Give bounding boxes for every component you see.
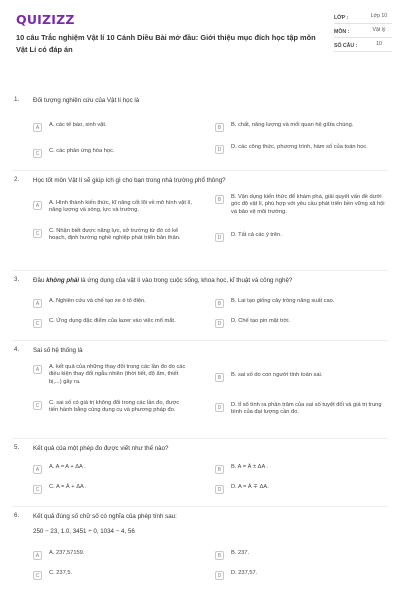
option-letter: A xyxy=(33,551,42,560)
divider xyxy=(12,340,388,341)
question-text: Sai số hệ thống là xyxy=(33,347,83,354)
question-text: Kết quả của một phép đo được viết như thế nào? xyxy=(33,445,169,452)
meta-label: MÔN : xyxy=(334,29,350,35)
question-text-emphasis: không phải xyxy=(46,277,80,284)
option-text: B. sai số do con người tính toán sai. xyxy=(231,372,323,378)
meta-value: Lớp 10 xyxy=(370,13,388,19)
option-text: A. 237,57159. xyxy=(49,550,85,556)
option-text: C. A = Ā + ΔA . xyxy=(49,484,87,490)
option-letter: C xyxy=(33,319,42,328)
question-text: Học tốt môn Vật lí sẽ giúp ích gì cho bạn trong nhà trường phổ thông? xyxy=(33,177,226,184)
option-letter: C xyxy=(33,485,42,494)
option-c[interactable] xyxy=(33,400,189,416)
divider xyxy=(12,170,388,171)
option-c[interactable] xyxy=(33,228,194,244)
option-letter: A xyxy=(33,299,42,308)
quizizz-logo: QUIZIZZ xyxy=(16,12,75,27)
option-text: A. kết quả của những thay đổi trong các lần đo do các điều kiện thay đổi ngẫu nhiên (thời tiết, độ ẩm, thiết bị,...) gây ra. xyxy=(49,364,186,385)
option-letter: D xyxy=(215,403,224,412)
option-letter: D xyxy=(215,145,224,154)
question-text-prefix: Đâu xyxy=(33,277,47,284)
option-b[interactable] xyxy=(215,194,386,215)
question-expression: 250 − 23, 1.0, 3451 ÷ 0, 1034 − 4, 56 xyxy=(33,528,135,535)
option-b[interactable] xyxy=(215,372,386,388)
question-number: 3. xyxy=(14,276,20,283)
option-text: B. 237. xyxy=(231,550,250,556)
meta-row-class xyxy=(334,10,392,24)
option-letter: D xyxy=(215,319,224,328)
option-b[interactable] xyxy=(215,464,371,480)
option-text: B. Vận dụng kiến thức để khám phá, giải quyết vấn đề dưới góc độ vật lí, phù hợp với yêu cầu phát triển bền vững xã hội và bảo vệ môi trường. xyxy=(231,194,385,215)
question-text xyxy=(33,276,373,285)
option-d[interactable] xyxy=(215,402,386,418)
question-text-suffix: là ứng dụng của vật lí vào trong cuộc sống, khoa học, kĩ thuật và công nghệ? xyxy=(80,277,293,284)
option-letter: A xyxy=(33,465,42,474)
option-a[interactable] xyxy=(33,122,189,138)
option-letter: B xyxy=(215,195,224,204)
question-number: 4. xyxy=(14,346,20,353)
page-title: 10 câu Trắc nghiệm Vật lí 10 Cánh Diều Bài mở đầu: Giới thiệu mục đích học tập môn Vật Lí có đáp án xyxy=(16,33,316,54)
option-text: A. Hình thành kiến thức, kĩ năng cốt lõi về mô hình vật lí, năng lượng và sóng, lực và trường. xyxy=(49,200,192,214)
question-number: 6. xyxy=(14,512,20,519)
meta-value: 10 xyxy=(376,41,382,47)
option-d[interactable] xyxy=(215,570,371,586)
option-text: D. 237,57. xyxy=(231,570,258,576)
option-text: C. Ứng dụng đặc điểm của lazer vào việc mổ mắt. xyxy=(49,318,176,324)
option-text: C. các phản ứng hóa học. xyxy=(49,148,115,154)
option-letter: B xyxy=(215,373,224,382)
option-text: C. Nhận biết được năng lực, sở trường từ đó có kế hoạch, định hướng nghề nghiệp phát triển bản thân. xyxy=(49,228,181,242)
option-letter: C xyxy=(33,149,42,158)
option-letter: A xyxy=(33,365,42,374)
option-letter: C xyxy=(33,401,42,410)
option-letter: D xyxy=(215,571,224,580)
option-d[interactable] xyxy=(215,144,381,160)
question-text: Đối tượng nghiên cứu của Vật lí học là xyxy=(33,97,140,104)
question-number: 2. xyxy=(14,176,20,183)
option-text: A. các tế bào, sinh vật. xyxy=(49,122,107,128)
option-text: D. các công thức, phương trình, hàm số của toán học. xyxy=(231,144,368,150)
option-b[interactable] xyxy=(215,122,391,138)
option-letter: B xyxy=(215,465,224,474)
meta-row-subject xyxy=(334,24,392,38)
meta-row-count xyxy=(334,38,392,52)
question-text: Kết quả đúng số chữ số có nghĩa của phép tính sau: xyxy=(33,513,177,520)
option-c[interactable] xyxy=(33,570,189,586)
option-a[interactable] xyxy=(33,298,189,314)
meta-value: Vật lý xyxy=(372,27,386,33)
option-b[interactable] xyxy=(215,550,371,566)
option-d[interactable] xyxy=(215,484,371,500)
option-d[interactable] xyxy=(215,232,371,248)
option-text: C. sai số có giá trị không đổi trong các lần đo, được tiến hành bằng cùng dụng cụ và phương pháp đo. xyxy=(49,400,180,414)
question-number: 1. xyxy=(14,96,20,103)
meta-label: LỚP : xyxy=(334,15,349,21)
option-letter: B xyxy=(215,551,224,560)
option-letter: C xyxy=(33,571,42,580)
divider xyxy=(12,438,388,439)
option-text: B. A = Ā ± ΔA . xyxy=(231,464,269,470)
meta-label: SỐ CÂU : xyxy=(334,43,358,49)
option-text: D. A = Ā ∓ ΔA. xyxy=(231,484,269,490)
option-d[interactable] xyxy=(215,318,371,334)
page-header xyxy=(0,0,400,86)
option-text: D. Chế tạo pin mặt trời. xyxy=(231,318,291,324)
option-letter: D xyxy=(215,233,224,242)
option-letter: B xyxy=(215,299,224,308)
question-number: 5. xyxy=(14,444,20,451)
option-a[interactable] xyxy=(33,364,189,385)
divider xyxy=(12,506,388,507)
option-text: C. 237,5. xyxy=(49,570,73,576)
option-letter: A xyxy=(33,201,42,210)
option-text: B. chất, năng lượng và mối quan hệ giữa chúng. xyxy=(231,122,354,128)
option-c[interactable] xyxy=(33,484,189,500)
option-a[interactable] xyxy=(33,550,189,566)
option-letter: C xyxy=(33,229,42,238)
option-b[interactable] xyxy=(215,298,391,314)
option-text: A. Nghiên cứu và chế tạo xe ô tô điện. xyxy=(49,298,146,304)
option-a[interactable] xyxy=(33,464,189,480)
option-letter: B xyxy=(215,123,224,132)
option-c[interactable] xyxy=(33,318,209,334)
meta-panel xyxy=(334,10,392,52)
option-text: A. A = A + ΔA . xyxy=(49,464,86,470)
option-letter: D xyxy=(215,485,224,494)
option-text: B. Lai tạo giống cây trồng năng suất cao. xyxy=(231,298,335,304)
option-c[interactable] xyxy=(33,148,189,164)
option-a[interactable] xyxy=(33,200,194,216)
divider xyxy=(12,270,388,271)
option-letter: A xyxy=(33,123,42,132)
option-text: D. Tất cả các ý trên. xyxy=(231,232,282,238)
option-text: D. tỉ số tính ra phần trăm của sai số tuyệt đối và giá trị trung bình của đại lượng cần đo. xyxy=(231,402,382,416)
